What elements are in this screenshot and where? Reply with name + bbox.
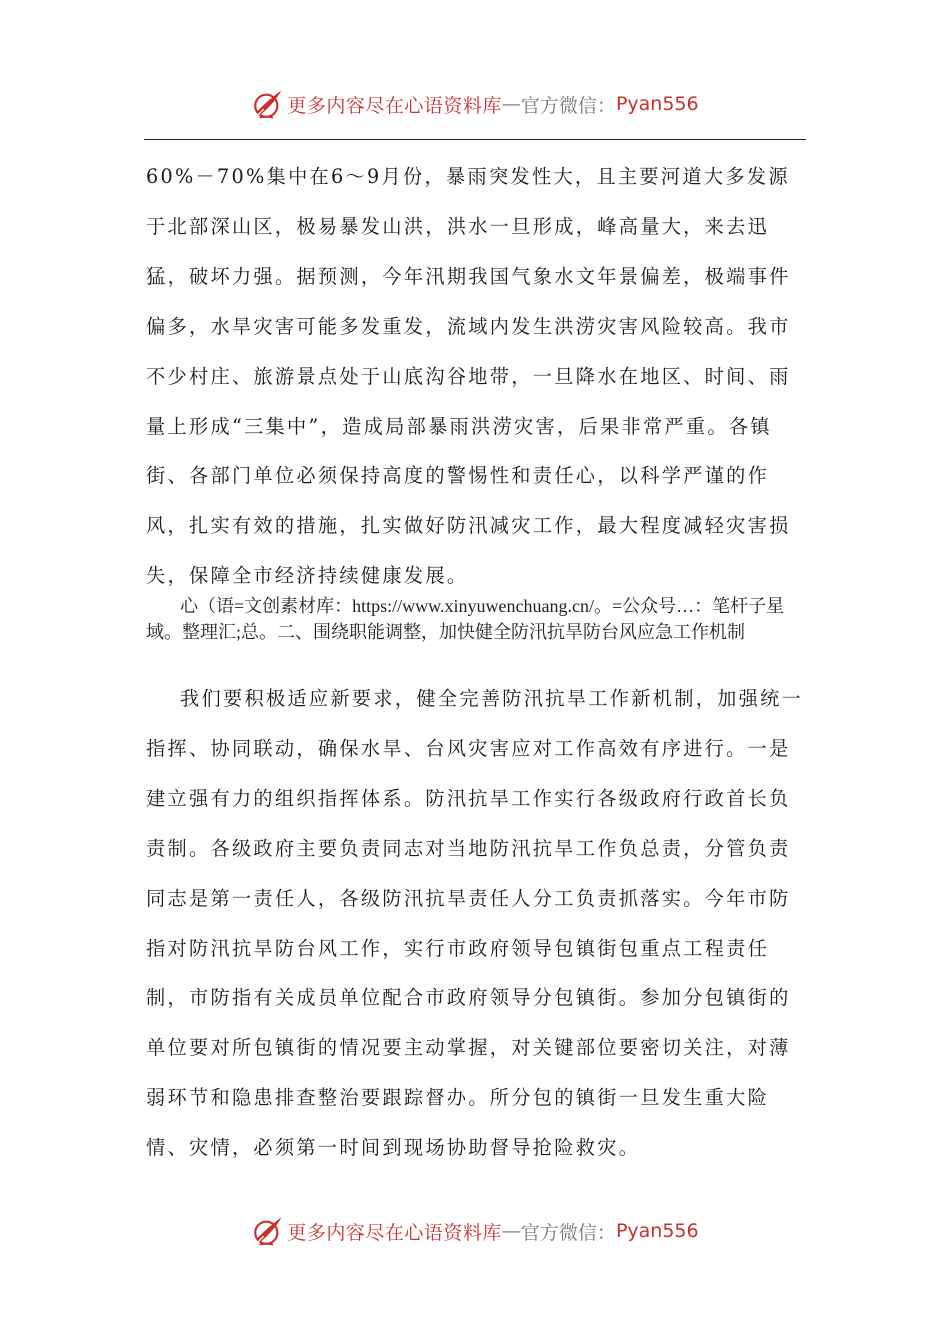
body-paragraph-1 bbox=[146, 152, 810, 601]
header-divider bbox=[144, 139, 806, 140]
footer-wechat-id: Pyan556 bbox=[615, 1220, 699, 1242]
header-wechat-label: 官方微信： bbox=[520, 94, 616, 117]
quill-pen-logo-icon bbox=[251, 87, 285, 121]
footer-wechat-label: 官方微信： bbox=[520, 1221, 616, 1244]
header-wechat-id: Pyan556 bbox=[615, 93, 699, 115]
paragraph-1-text: 60%－70%集中在6～9月份，暴雨突发性大，且主要河道大多发源于北部深山区，极易暴发山洪，洪水一旦形成，峰高量大，来去迅猛，破坏力强。据预测，今年汛期我国气象水文年景偏差，极端事件偏多，水旱灾害可能多发重发，流域内发生洪涝灾害风险较高。我市不少村庄、旅游景点处于山底沟谷地带，一旦降水在地区、时间、雨量上形成“三集中”，造成局部暴雨洪涝灾害，后果非常严重。各镇街、各部门单位必须保持高度的警惕性和责任心，以科学严谨的作风，扎实有效的措施，扎实做好防汛减灾工作，最大程度减轻灾害损失，保障全市经济持续健康发展。 bbox=[146, 165, 791, 588]
header-dash: — bbox=[501, 93, 521, 115]
quill-pen-logo-icon bbox=[251, 1214, 285, 1248]
source-note: 心（语=文创素材库：https://www.xinyuwenchuang.cn/。=公众号…：笔杆子星域。整理汇;总。二、围绕职能调整，加快健全防汛抗旱防台风应急工作机制 bbox=[146, 596, 785, 642]
footer-dash: — bbox=[501, 1220, 521, 1242]
body-paragraph-2 bbox=[146, 674, 810, 1173]
paragraph-2-text: 我们要积极适应新要求，健全完善防汛抗旱工作新机制，加强统一指挥、协同联动，确保水旱、台风灾害应对工作高效有序进行。一是建立强有力的组织指挥体系。防汛抗旱工作实行各级政府行政首长负责制。各级政府主要负责同志对当地防汛抗旱工作负总责，分管负责同志是第一责任人，各级防汛抗旱责任人分工负责抓落实。今年市防指对防汛抗旱防台风工作，实行市政府领导包镇街包重点工程责任制，市防指有关成员单位配合市政府领导分包镇街。参加分包镇街的单位要对所包镇街的情况要主动掌握，对关键部位要密切关注，对薄弱环节和隐患排查整治要跟踪督办。所分包的镇街一旦发生重大险情、灾情，必须第一时间到现场协助督导抢险救灾。 bbox=[146, 687, 804, 1160]
footer-slogan: 更多内容尽在心语资料库 bbox=[287, 1221, 502, 1244]
header-slogan: 更多内容尽在心语资料库 bbox=[287, 94, 502, 117]
header-banner bbox=[0, 84, 950, 124]
footer-banner bbox=[0, 1211, 950, 1251]
